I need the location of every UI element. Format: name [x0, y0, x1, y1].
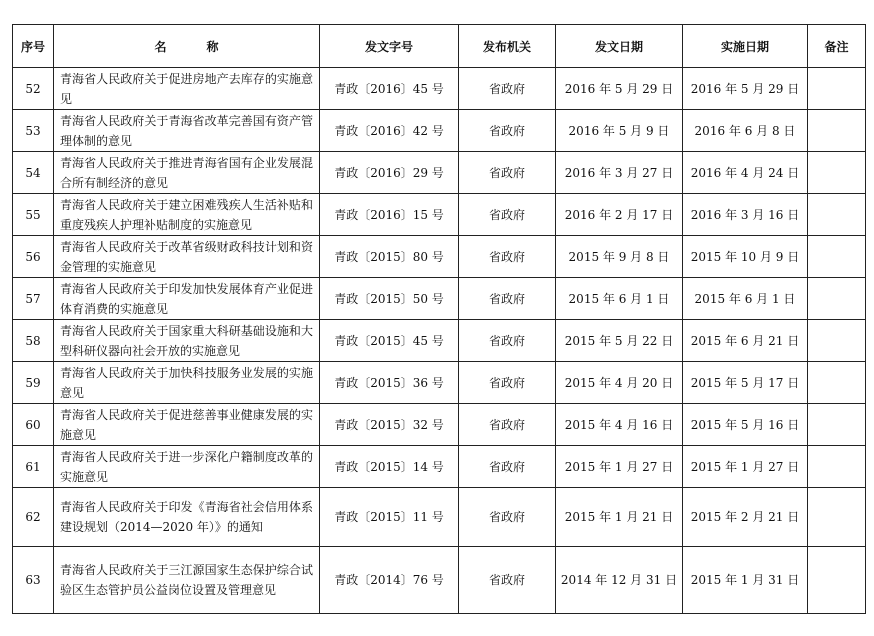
table-row	[13, 446, 866, 488]
cell-seq: 54	[13, 152, 54, 194]
table-row	[13, 194, 866, 236]
cell-remark	[808, 152, 866, 194]
table-row	[13, 152, 866, 194]
cell-seq: 56	[13, 236, 54, 278]
cell-effective-date: 2015 年 6 月 21 日	[683, 320, 808, 362]
cell-name: 青海省人民政府关于推进青海省国有企业发展混合所有制经济的意见	[54, 152, 320, 194]
cell-doc-no: 青政〔2016〕15 号	[320, 194, 459, 236]
table-row	[13, 488, 866, 547]
table-row	[13, 110, 866, 152]
cell-doc-no: 青政〔2016〕45 号	[320, 68, 459, 110]
table-row	[13, 320, 866, 362]
cell-name: 青海省人民政府关于印发加快发展体育产业促进体育消费的实施意见	[54, 278, 320, 320]
cell-effective-date: 2015 年 5 月 17 日	[683, 362, 808, 404]
header-seq: 序号	[13, 25, 54, 68]
cell-name: 青海省人民政府关于建立困难残疾人生活补贴和重度残疾人护理补贴制度的实施意见	[54, 194, 320, 236]
cell-effective-date: 2016 年 4 月 24 日	[683, 152, 808, 194]
cell-issue-date: 2015 年 5 月 22 日	[556, 320, 683, 362]
cell-issuer: 省政府	[459, 320, 556, 362]
header-issuer: 发布机关	[459, 25, 556, 68]
cell-name: 青海省人民政府关于三江源国家生态保护综合试验区生态管护员公益岗位设置及管理意见	[54, 547, 320, 614]
cell-effective-date: 2015 年 1 月 27 日	[683, 446, 808, 488]
cell-doc-no: 青政〔2015〕80 号	[320, 236, 459, 278]
cell-seq: 55	[13, 194, 54, 236]
header-effective-date: 实施日期	[683, 25, 808, 68]
table-row	[13, 236, 866, 278]
cell-doc-no: 青政〔2015〕36 号	[320, 362, 459, 404]
cell-issue-date: 2015 年 6 月 1 日	[556, 278, 683, 320]
cell-effective-date: 2016 年 5 月 29 日	[683, 68, 808, 110]
cell-issuer: 省政府	[459, 547, 556, 614]
cell-effective-date: 2016 年 3 月 16 日	[683, 194, 808, 236]
cell-issue-date: 2016 年 3 月 27 日	[556, 152, 683, 194]
cell-remark	[808, 236, 866, 278]
cell-issuer: 省政府	[459, 404, 556, 446]
cell-issuer: 省政府	[459, 68, 556, 110]
cell-effective-date: 2015 年 1 月 31 日	[683, 547, 808, 614]
cell-effective-date: 2015 年 5 月 16 日	[683, 404, 808, 446]
cell-seq: 53	[13, 110, 54, 152]
cell-doc-no: 青政〔2016〕29 号	[320, 152, 459, 194]
cell-issue-date: 2015 年 1 月 27 日	[556, 446, 683, 488]
cell-issuer: 省政府	[459, 110, 556, 152]
cell-remark	[808, 110, 866, 152]
cell-issuer: 省政府	[459, 278, 556, 320]
cell-remark	[808, 547, 866, 614]
cell-seq: 57	[13, 278, 54, 320]
cell-doc-no: 青政〔2015〕14 号	[320, 446, 459, 488]
header-remark: 备注	[808, 25, 866, 68]
cell-name: 青海省人民政府关于促进慈善事业健康发展的实施意见	[54, 404, 320, 446]
cell-remark	[808, 404, 866, 446]
cell-remark	[808, 362, 866, 404]
cell-issuer: 省政府	[459, 194, 556, 236]
cell-name: 青海省人民政府关于加快科技服务业发展的实施意见	[54, 362, 320, 404]
cell-remark	[808, 68, 866, 110]
cell-name: 青海省人民政府关于进一步深化户籍制度改革的实施意见	[54, 446, 320, 488]
cell-remark	[808, 278, 866, 320]
cell-doc-no: 青政〔2015〕32 号	[320, 404, 459, 446]
table-body	[13, 68, 866, 614]
cell-doc-no: 青政〔2015〕11 号	[320, 488, 459, 547]
cell-issue-date: 2015 年 4 月 16 日	[556, 404, 683, 446]
cell-issuer: 省政府	[459, 488, 556, 547]
cell-name: 青海省人民政府关于青海省改革完善国有资产管理体制的意见	[54, 110, 320, 152]
table-row	[13, 404, 866, 446]
cell-effective-date: 2015 年 6 月 1 日	[683, 278, 808, 320]
regulations-table	[12, 24, 866, 614]
document-page	[12, 24, 866, 614]
cell-issue-date: 2015 年 1 月 21 日	[556, 488, 683, 547]
cell-doc-no: 青政〔2015〕45 号	[320, 320, 459, 362]
cell-issue-date: 2016 年 5 月 29 日	[556, 68, 683, 110]
cell-seq: 62	[13, 488, 54, 547]
cell-issuer: 省政府	[459, 446, 556, 488]
cell-seq: 61	[13, 446, 54, 488]
cell-doc-no: 青政〔2016〕42 号	[320, 110, 459, 152]
cell-seq: 63	[13, 547, 54, 614]
cell-issue-date: 2016 年 5 月 9 日	[556, 110, 683, 152]
cell-issue-date: 2014 年 12 月 31 日	[556, 547, 683, 614]
cell-issue-date: 2015 年 4 月 20 日	[556, 362, 683, 404]
cell-issuer: 省政府	[459, 362, 556, 404]
cell-name: 青海省人民政府关于改革省级财政科技计划和资金管理的实施意见	[54, 236, 320, 278]
cell-seq: 59	[13, 362, 54, 404]
cell-name: 青海省人民政府关于促进房地产去库存的实施意见	[54, 68, 320, 110]
header-name: 名称	[54, 25, 320, 68]
cell-seq: 60	[13, 404, 54, 446]
cell-issue-date: 2015 年 9 月 8 日	[556, 236, 683, 278]
table-row	[13, 278, 866, 320]
cell-seq: 52	[13, 68, 54, 110]
cell-effective-date: 2015 年 2 月 21 日	[683, 488, 808, 547]
cell-remark	[808, 446, 866, 488]
cell-remark	[808, 320, 866, 362]
cell-issuer: 省政府	[459, 236, 556, 278]
table-row	[13, 68, 866, 110]
cell-remark	[808, 488, 866, 547]
cell-doc-no: 青政〔2014〕76 号	[320, 547, 459, 614]
cell-remark	[808, 194, 866, 236]
cell-seq: 58	[13, 320, 54, 362]
cell-name: 青海省人民政府关于印发《青海省社会信用体系建设规划（2014—2020 年）》的通知	[54, 488, 320, 547]
cell-effective-date: 2015 年 10 月 9 日	[683, 236, 808, 278]
cell-issuer: 省政府	[459, 152, 556, 194]
cell-effective-date: 2016 年 6 月 8 日	[683, 110, 808, 152]
header-doc-no: 发文字号	[320, 25, 459, 68]
header-row	[13, 25, 866, 68]
table-row	[13, 547, 866, 614]
header-issue-date: 发文日期	[556, 25, 683, 68]
table-row	[13, 362, 866, 404]
cell-doc-no: 青政〔2015〕50 号	[320, 278, 459, 320]
cell-name: 青海省人民政府关于国家重大科研基础设施和大型科研仪器向社会开放的实施意见	[54, 320, 320, 362]
cell-issue-date: 2016 年 2 月 17 日	[556, 194, 683, 236]
